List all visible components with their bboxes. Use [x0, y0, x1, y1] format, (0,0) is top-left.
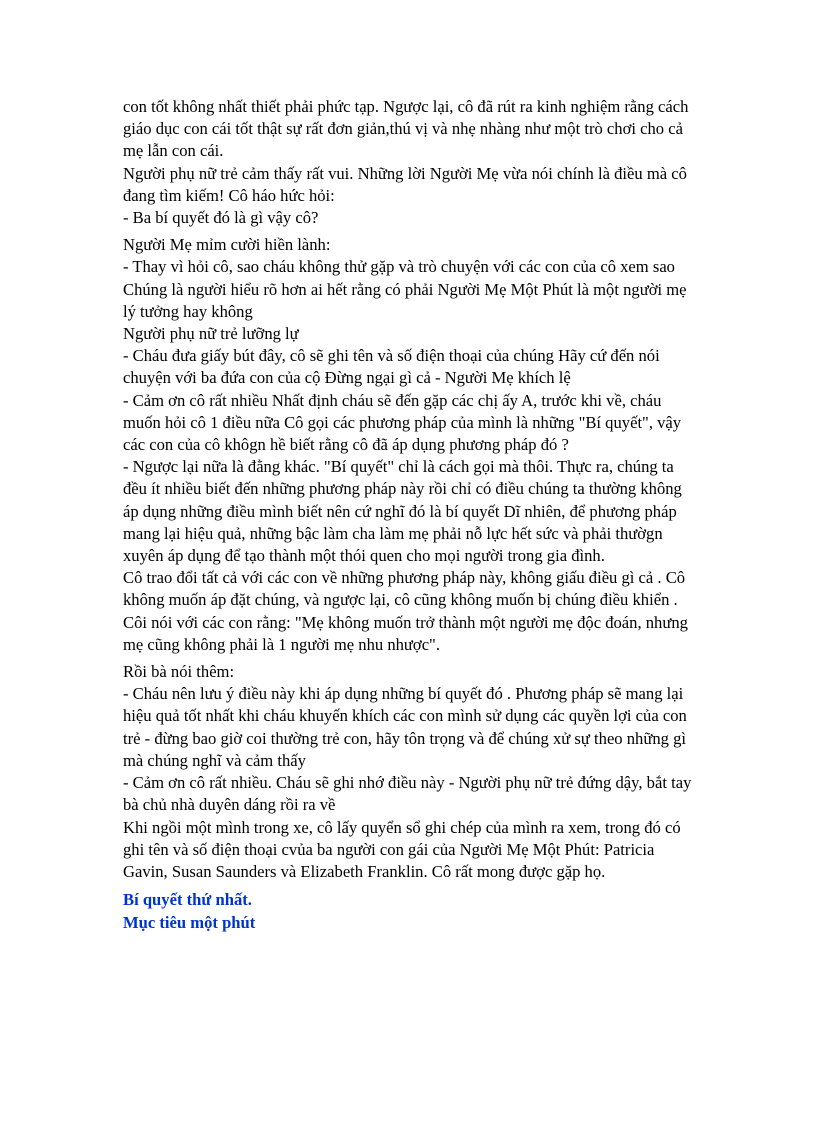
paragraph-intro: con tốt không nhất thiết phải phức tạp. Ngược lại, cô đã rút ra kinh nghiệm rằng cách giáo dục con cái tốt thật sự rất đơn giản,thú vị và nhẹ nhàng như một trò chơi cho cả mẹ lẫn con cái. — [123, 97, 689, 161]
paragraph-advice: - Cháu nên lưu ý điều này khi áp dụng những bí quyết đó . Phương pháp sẽ mang lại hiệu quả tốt nhất khi cháu khuyến khích các con mình sử dụng các quyền lợi của con trẻ - đừng bao giờ coi thường trẻ con, hãy tôn trọng và để chúng xử sự theo những gì mà chúng nghĩ và cảm thấy — [123, 684, 687, 770]
paragraph-farewell: - Cảm ơn cô rất nhiều. Cháu sẽ ghi nhớ điều này - Người phụ nữ trẻ đứng dậy, bắt tay bà chủ nhà duyên dáng rồi ra về — [123, 773, 692, 815]
section-heading-one-minute-goal: Mục tiêu một phút — [123, 912, 256, 932]
paragraph-added: Rồi bà nói thêm: — [123, 662, 235, 682]
paragraph-question: - Ba bí quyết đó là gì vậy cô? — [123, 208, 319, 228]
paragraph-discuss-children: Cô trao đổi tất cả với các con về những phương pháp này, không giấu điều gì cả . Cô không muốn áp đặt chúng, và ngược lại, cô cũng không muốn bị chúng điều khiển . Côi nói với các con rằng: "Mẹ không muốn trở thành một người mẹ độc đoán, nhưng mẹ cũng không phải là 1 người mẹ nhu nhược". — [123, 568, 688, 654]
paragraph-secret-explained: - Ngược lại nữa là đằng khác. "Bí quyết" chỉ là cách gọi mà thôi. Thực ra, chúng ta đều ít nhiều biết đến những phương pháp này rồi chỉ có điều chúng ta thường không áp dụng những điều mình biết nên cứ nghĩ đó là bí quyết Dĩ nhiên, để phương pháp mang lại hiệu quả, những bậc làm cha làm mẹ phải nỗ lực hết sức và phải thườgn xuyên áp dụng để tạo thành một thói quen cho mọi người trong gia đình. — [123, 457, 682, 566]
paragraph-mother-smiles: Người Mẹ mỉm cười hiền lành: — [123, 235, 331, 255]
section-heading-first-secret: Bí quyết thứ nhất. — [123, 890, 252, 910]
paragraph-mother-reply: - Thay vì hỏi cô, sao cháu không thử gặp và trò chuyện với các con của cô xem sao Chúng là người hiểu rõ hơn ai hết rằng có phải Người Mẹ Một Phút là một người mẹ lý tưởng hay không — [123, 257, 687, 321]
paragraph-give-paper: - Cháu đưa giấy bút đây, cô sẽ ghi tên và số điện thoại của chúng Hãy cứ đến nói chuyện với ba đứa con của cộ Đừng ngại gì cả - Người Mẹ khích lệ — [123, 346, 660, 388]
paragraph-young-woman-happy: Người phụ nữ trẻ cảm thấy rất vui. Những lời Người Mẹ vừa nói chính là điều mà cô đang tìm kiếm! Cô háo hức hỏi: — [123, 163, 687, 205]
paragraph-thanks-question: - Cảm ơn cô rất nhiều Nhất định cháu sẽ đến gặp các chị ấy A, trước khi về, cháu muốn hỏi cô 1 điều nữa Cô gọi các phương pháp của mình là những "Bí quyết", vậy các con của cô khôgn hề biết rằng cô đã áp dụng phương pháp đó ? — [123, 390, 682, 455]
paragraph-in-car: Khi ngồi một mình trong xe, cô lấy quyển sổ ghi chép của mình ra xem, trong đó có ghi tên và số điện thoại cvủa ba người con gái của Người Mẹ Một Phút: Patricia Gavin, Susan Saunders và Elizabeth Franklin. Cô rất mong được gặp họ. — [123, 817, 681, 881]
paragraph-hesitate: Người phụ nữ trẻ lưỡng lự — [123, 324, 299, 344]
document-page — [123, 96, 695, 934]
